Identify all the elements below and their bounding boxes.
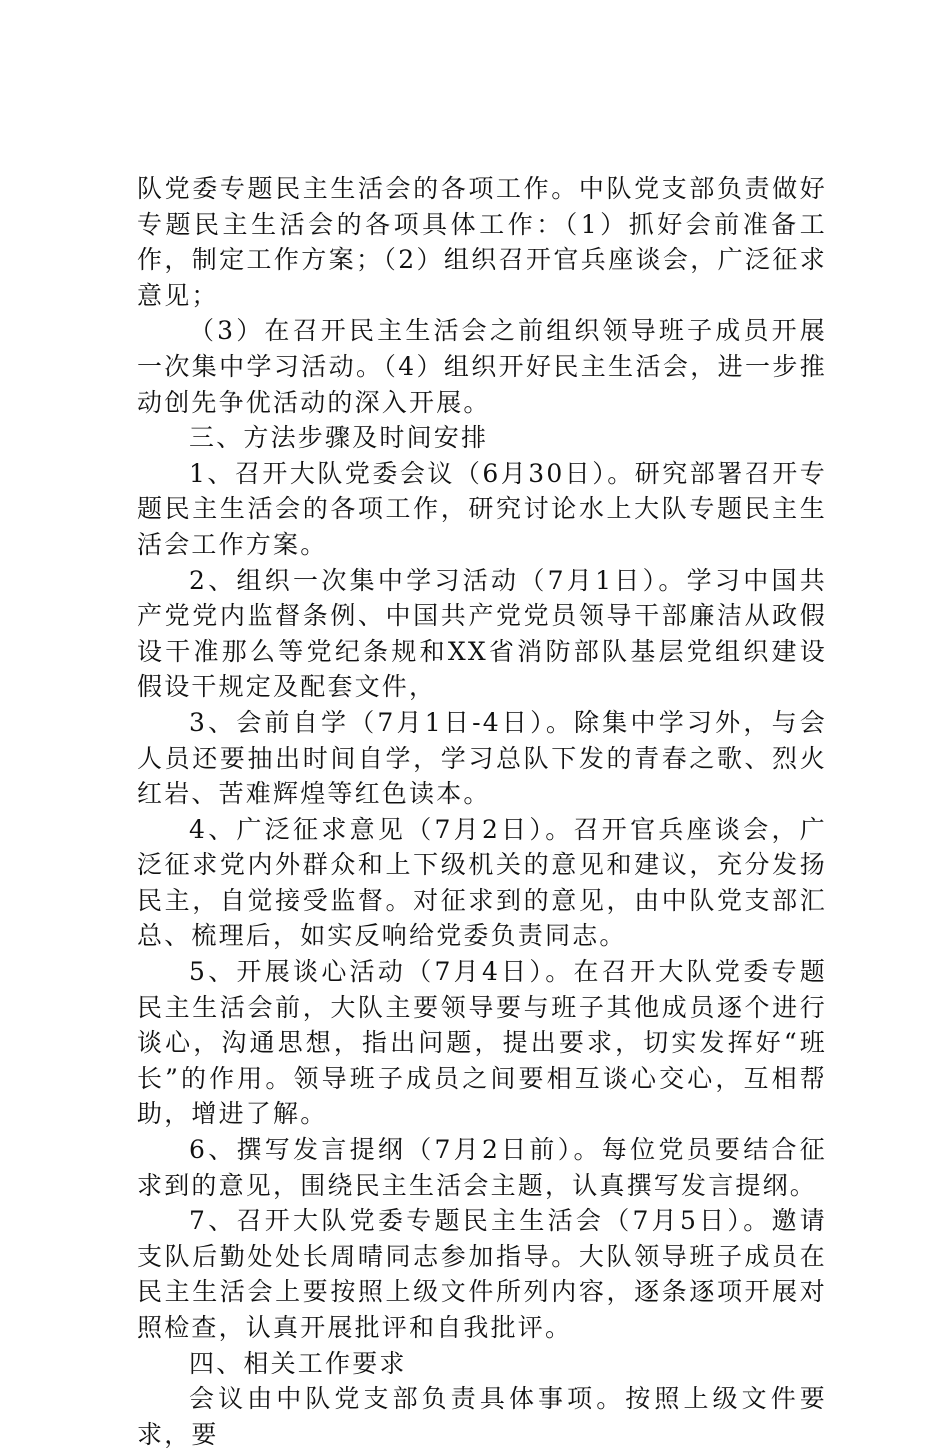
paragraph-step-6: 6、撰写发言提纲（7月2日前）。每位党员要结合征求到的意见，围绕民主生活会主题，认真撰写发言提纲。 bbox=[137, 1135, 827, 1200]
paragraph-step-2: 2、组织一次集中学习活动（7月1日）。学习中国共产党党内监督条例、中国共产党党员领导干部廉洁从政假设干准那么等党纪条规和XX省消防部队基层党组织建设假设干规定及配套文件， bbox=[137, 565, 827, 702]
paragraph-step-3: 3、会前自学（7月1日-4日）。除集中学习外，与会人员还要抽出时间自学，学习总队下发的青春之歌、烈火红岩、苦难辉煌等红色读本。 bbox=[137, 707, 827, 809]
document-body bbox=[137, 171, 827, 1452]
section-heading-methods: 三、方法步骤及时间安排 bbox=[189, 423, 489, 453]
paragraph-branch-tasks: （3）在召开民主生活会之前组织领导班子成员开展一次集中学习活动。（4）组织开好民主生活会，进一步推动创先争优活动的深入开展。 bbox=[137, 316, 827, 417]
paragraph-step-4: 4、广泛征求意见（7月2日）。召开官兵座谈会，广泛征求党内外群众和上下级机关的意见和建议，充分发扬民主，自觉接受监督。对征求到的意见，由中队党支部汇总、梳理后，如实反响给党委负责同志。 bbox=[137, 814, 827, 951]
paragraph-step-1: 1、召开大队党委会议（6月30日）。研究部署召开专题民主生活会的各项工作，研究讨论水上大队专题民主生活会工作方案。 bbox=[137, 458, 827, 559]
paragraph-requirements: 会议由中队党支部负责具体事项。按照上级文件要求，要 bbox=[137, 1384, 827, 1449]
paragraph-step-5: 5、开展谈心活动（7月4日）。在召开大队党委专题民主生活会前，大队主要领导要与班子其他成员逐个进行谈心，沟通思想，指出问题，提出要求，切实发挥好“班长”的作用。领导班子成员之间要相互谈心交心，互相帮助，增进了解。 bbox=[137, 957, 827, 1129]
paragraph-continuation: 队党委专题民主生活会的各项工作。中队党支部负责做好专题民主生活会的各项具体工作：（1）抓好会前准备工作，制定工作方案；（2）组织召开官兵座谈会，广泛征求意见； bbox=[137, 174, 827, 310]
paragraph-step-7: 7、召开大队党委专题民主生活会（7月5日）。邀请支队后勤处处长周晴同志参加指导。大队领导班子成员在民主生活会上要按照上级文件所列内容，逐条逐项开展对照检查，认真开展批评和自我批评。 bbox=[137, 1206, 827, 1342]
section-heading-requirements: 四、相关工作要求 bbox=[189, 1348, 407, 1378]
